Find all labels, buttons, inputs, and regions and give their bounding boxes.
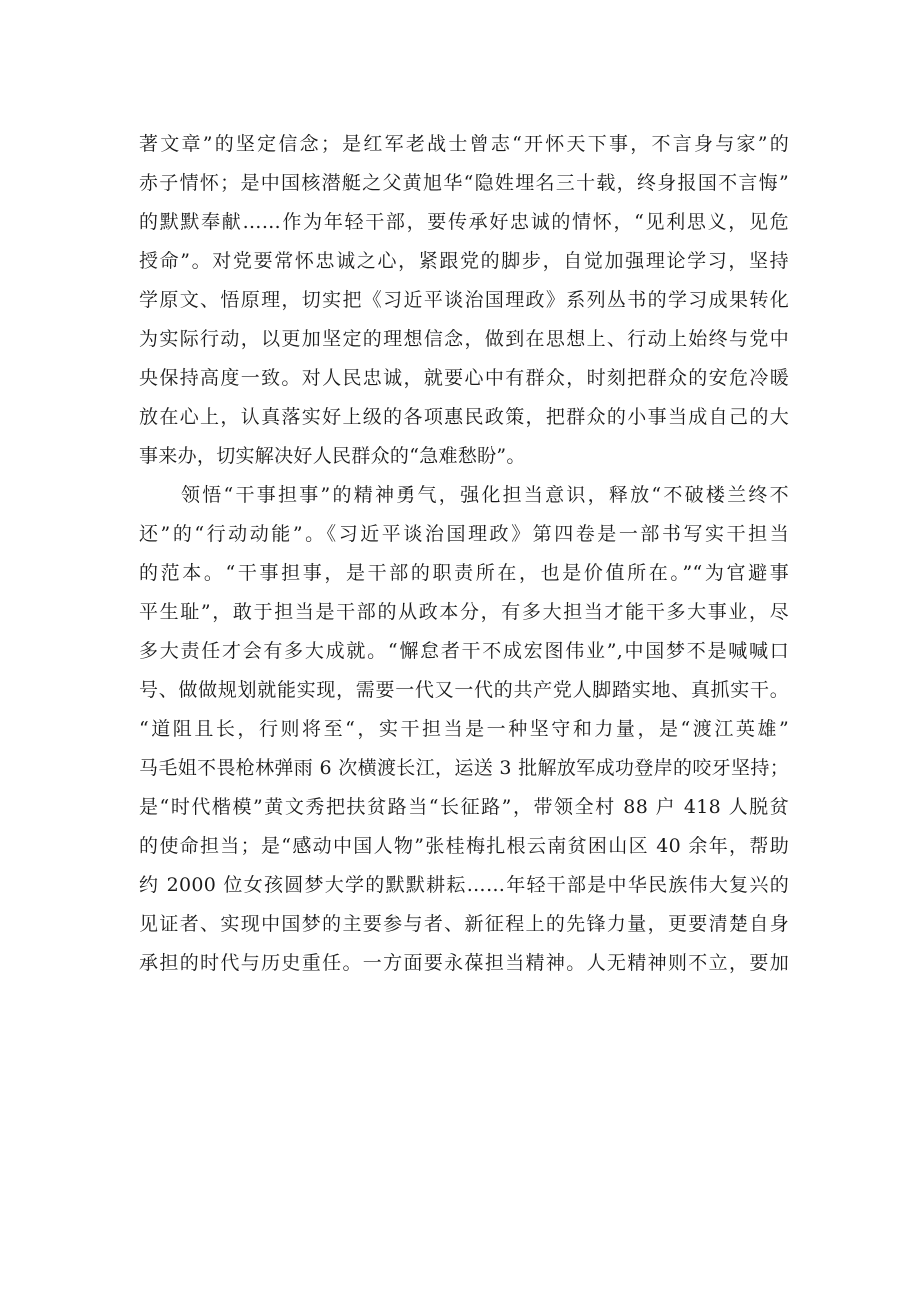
text-line: 约 2000 位女孩圆梦大学的默默耕耘……年轻干部是中华民族伟大复兴的 <box>139 874 789 896</box>
text-line: 央保持高度一致。对人民忠诚，就要心中有群众，时刻把群众的安危冷暖 <box>139 367 789 389</box>
text-line: 的默默奉献……作为年轻干部，要传承好忠诚的情怀，“见利思义，见危 <box>139 211 789 233</box>
text-line: 见证者、实现中国梦的主要参与者、新征程上的先锋力量，更要清楚自身 <box>139 913 789 935</box>
text-line: 是“时代楷模”黄文秀把扶贫路当“长征路”，带领全村 88 户 418 人脱贫 <box>139 796 789 818</box>
text-line: 赤子情怀；是中国核潜艇之父黄旭华“隐姓埋名三十载，终身报国不言悔” <box>139 172 789 194</box>
text-line: 事来办，切实解决好人民群众的“急难愁盼”。 <box>139 445 526 467</box>
text-line: 还”的“行动动能”。《习近平谈治国理政》第四卷是一部书写实干担当 <box>139 523 789 545</box>
text-line: 承担的时代与历史重任。一方面要永葆担当精神。人无精神则不立，要加 <box>139 952 789 974</box>
text-line: 为实际行动，以更加坚定的理想信念，做到在思想上、行动上始终与党中 <box>139 328 789 350</box>
text-line: 学原文、悟原理，切实把《习近平谈治国理政》系列丛书的学习成果转化 <box>139 289 789 311</box>
text-line: 马毛姐不畏枪林弹雨 6 次横渡长江，运送 3 批解放军成功登岸的咬牙坚持； <box>139 757 789 779</box>
text-line: 多大责任才会有多大成就。“懈怠者干不成宏图伟业”,中国梦不是喊喊口 <box>139 640 789 662</box>
text-line: 号、做做规划就能实现，需要一代又一代的共产党人脚踏实地、真抓实干。 <box>139 679 789 701</box>
text-line: “道阻且长，行则将至“，实干担当是一种坚守和力量，是“渡江英雄” <box>139 718 789 740</box>
text-line: 的使命担当；是“感动中国人物”张桂梅扎根云南贫困山区 40 余年，帮助 <box>139 835 789 857</box>
text-line: 授命”。对党要常怀忠诚之心，紧跟党的脚步，自觉加强理论学习，坚持 <box>139 250 789 272</box>
text-line: 平生耻”，敢于担当是干部的从政本分，有多大担当才能干多大事业，尽 <box>139 601 789 623</box>
text-line: 放在心上，认真落实好上级的各项惠民政策，把群众的小事当成自己的大 <box>139 406 789 428</box>
paragraph-first-line: 领悟“干事担事”的精神勇气，强化担当意识，释放“不破楼兰终不 <box>181 484 789 506</box>
text-line: 著文章”的坚定信念；是红军老战士曾志“开怀天下事，不言身与家”的 <box>139 133 789 155</box>
text-line: 的范本。“干事担事，是干部的职责所在，也是价值所在。”“为官避事 <box>139 562 789 584</box>
